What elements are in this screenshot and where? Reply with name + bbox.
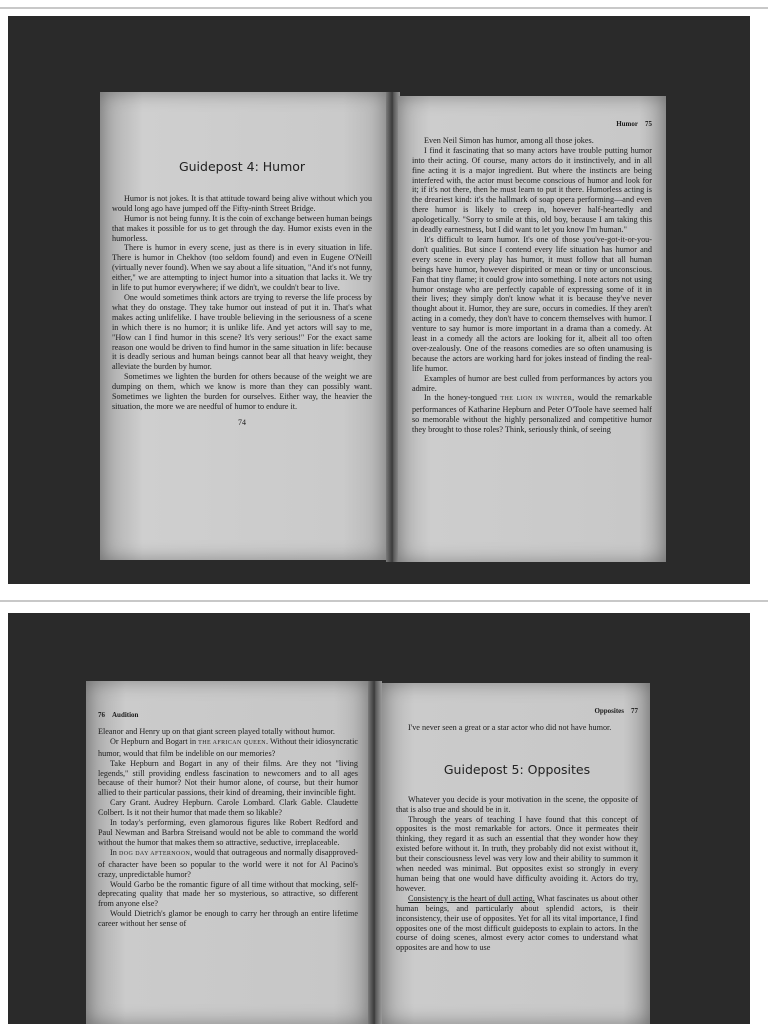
paragraph: Through the years of teaching I have found that this concept of opposites is the most remarkable for actors. Once it permeates their thinking, they regard it as such an essential that they wonder how they existed before without it. In truth, they probably did not exist without it, but their consciousness level was very low and their ability to summon it when needed was minimal. But opposites exist so strongly in every human being that one would have difficulty avoiding it. Actors do try, however. (396, 814, 638, 893)
paragraph: Would Dietrich's glamor be enough to carry her through an entire lifetime career without her sense of (98, 909, 358, 929)
paragraph (412, 393, 652, 435)
page-77 (382, 683, 650, 1024)
paragraph: Humor is not being funny. It is the coin of exchange between human beings that makes it possible for us to get through the day. Humor exists even in the humorless. (112, 213, 372, 243)
paragraph: One would sometimes think actors are trying to reverse the life process by what they do onstage. They take humor out instead of put it in. That's what makes acting unlifelike. I have trouble believing in the seriousness of a scene in which there is no humor; it is unlike life. And yet actors will say to me, "How can I find humor in this scene? It's very serious!" For the exact same reason one would be driven to find humor in the same situation in life: because it is deadly serious and human beings cannot bear all that heavy weight, they alleviate the burden by humor. (112, 292, 372, 372)
paragraph: I find it fascinating that so many actors have trouble putting humor into their acting. Of course, many actors do it instinctively, and in all fine acting it is a major ingredient. But where the instincts are being interfered with, the actor must become conscious of humor and look for it; if it's not there, then he must learn to put it there. Humorless acting is the dreariest kind: it's the hallmark of soap opera performing—and even there humor is likely to creep in, however half-heartedly and apologetically. "Sorry to smile at this, old boy, because I am taking this in deadly earnestness, but I did want to let you know I'm human." (412, 145, 652, 235)
paragraph: Take Hepburn and Bogart in any of their films. Are they not "living legends," still providing endless fascination to newcomers and to all ages because of their humor? Not their humor alone, of course, but their humor allied to their particular passions, their kind of dreaming, their invincible fight. (98, 758, 358, 798)
text-run: . Without their idiosyncratic humor, would that film be indelible on our memories? (98, 736, 358, 758)
text-run: , would that outrageous and normally disapproved-of character have been so popular to the world were it not for Al Pacino's crazy, unpredictable humor? (98, 847, 359, 879)
paragraph: Would Garbo be the romantic figure of all time without that mocking, self-deprecating quality that made her so mysterious, so attractive, so different from anyone else? (98, 879, 358, 909)
text-run: , would the remarkable performances of Katharine Hepburn and Peter O'Toole have seemed half so memorable without the highly personalized and competitive humor they brought to those roles? Think, seriously think, of seeing (412, 393, 652, 435)
paragraph: Eleanor and Henry up on that giant screen played totally without humor. (98, 726, 335, 736)
scan-spread-74-75 (8, 16, 750, 584)
paragraph: Humor is not jokes. It is that attitude toward being alive without which you would long ago have jumped off the Fifty-ninth Street Bridge. (112, 193, 372, 213)
text-run: In the honey-tongued (424, 393, 501, 403)
running-head (412, 120, 652, 130)
paragraph: Whatever you decide is your motivation in the scene, the opposite of that is also true and should be in it. (396, 794, 638, 814)
page-75 (398, 96, 666, 562)
paragraph: Even Neil Simon has humor, among all those jokes. (424, 135, 594, 145)
film-title: THE AFRICAN QUEEN (198, 739, 267, 746)
paragraph: I've never seen a great or a star actor who did not have humor. (408, 722, 612, 732)
paragraph: Sometimes we lighten the burden for others because of the weight we are dumping on them, which we know is more than they can possibly want. Sometimes we lighten the burden for ourselves. Either way, the heavier the situation, the more we are needful of humor to endure it. (112, 372, 372, 411)
page-74 (100, 92, 386, 560)
running-head (396, 707, 638, 717)
film-title: THE LION IN WINTER (500, 396, 573, 403)
page-number: 76 (98, 711, 105, 719)
divider-rule (0, 600, 768, 602)
film-title: DOG DAY AFTERNOON (118, 850, 191, 857)
guidepost-5-heading: Guidepost 5: Opposites (443, 761, 591, 777)
paragraph: Examples of humor are best culled from performances by actors you admire. (412, 373, 652, 393)
paragraph (98, 737, 358, 759)
text-run: Or Hepburn and Bogart in (110, 736, 199, 746)
page-76 (86, 681, 368, 1024)
paragraph (396, 894, 638, 953)
paragraph: It's difficult to learn humor. It's one of those you've-got-it-or-you-don't qualities. But since I contend every life situation has humor and every scene in every play has humor, it must follow that all human beings have humor, however dispirited or mean or tiny or unconscious. Fan that tiny flame; it could grow into something. I note actors not using humor onstage who are perfectly capable of expressing some of it in their lives; they simply don't know what it is because they've never thought about it. Humor, they are sure, occurs in comedies. If they aren't acting in a comedy, they don't have to concern themselves with humor. I venture to say humor is more important in a drama than a comedy. At least in a comedy all the actors are looking for it, albeit all too often over-zealously. One of the reasons comedies are so often unamusing is because the actors are working hard for jokes instead of finding the real-life humor. (412, 234, 652, 373)
paragraph: Cary Grant. Audrey Hepburn. Carole Lombard. Clark Gable. Claudette Colbert. Is it not their humor that made them so likable? (98, 798, 358, 818)
top-rule (0, 7, 768, 9)
running-head-title: Audition (112, 711, 139, 719)
running-head (98, 711, 358, 721)
text-run: What fascinates us about other human beings, and particularly about splendid actors, is their inconsistency, their use of opposites. Yet for all its vital importance, I find opposites one of the most difficult guideposts to explain to actors. In the course of doing scenes, almost every actor comes to understand what opposites are and how to use (396, 893, 638, 953)
paragraph: There is humor in every scene, just as there is in every situation in life. There is humor in Chekhov (too seldom found) and even in Eugene O'Neill (virtually never found). When we say about a life situation, "And it's not funny, either," we are attempting to inject humor into a situation that lacks it. We try in life to put humor everywhere; if we didn't, we couldn't bear to live. (112, 243, 372, 293)
guidepost-4-heading: Guidepost 4: Humor (178, 159, 306, 174)
paragraph (98, 848, 358, 880)
underlined-sentence: Consistency is the heart of dull acting. (408, 893, 535, 903)
paragraph: In today's performing, even glamorous figures like Robert Redford and Paul Newman and Barbra Streisand would not be able to command the world without the humor that makes them so attractive, seductive, irreplaceable. (98, 818, 358, 847)
text-run: In (110, 847, 119, 857)
book-gutter (368, 681, 382, 1024)
scan-spread-76-77 (8, 613, 750, 1024)
running-head-title: Opposites (594, 707, 624, 715)
page-number: 75 (645, 120, 652, 128)
page-number: 77 (631, 707, 638, 715)
running-head-title: Humor (616, 120, 638, 128)
page-number: 74 (238, 417, 246, 427)
